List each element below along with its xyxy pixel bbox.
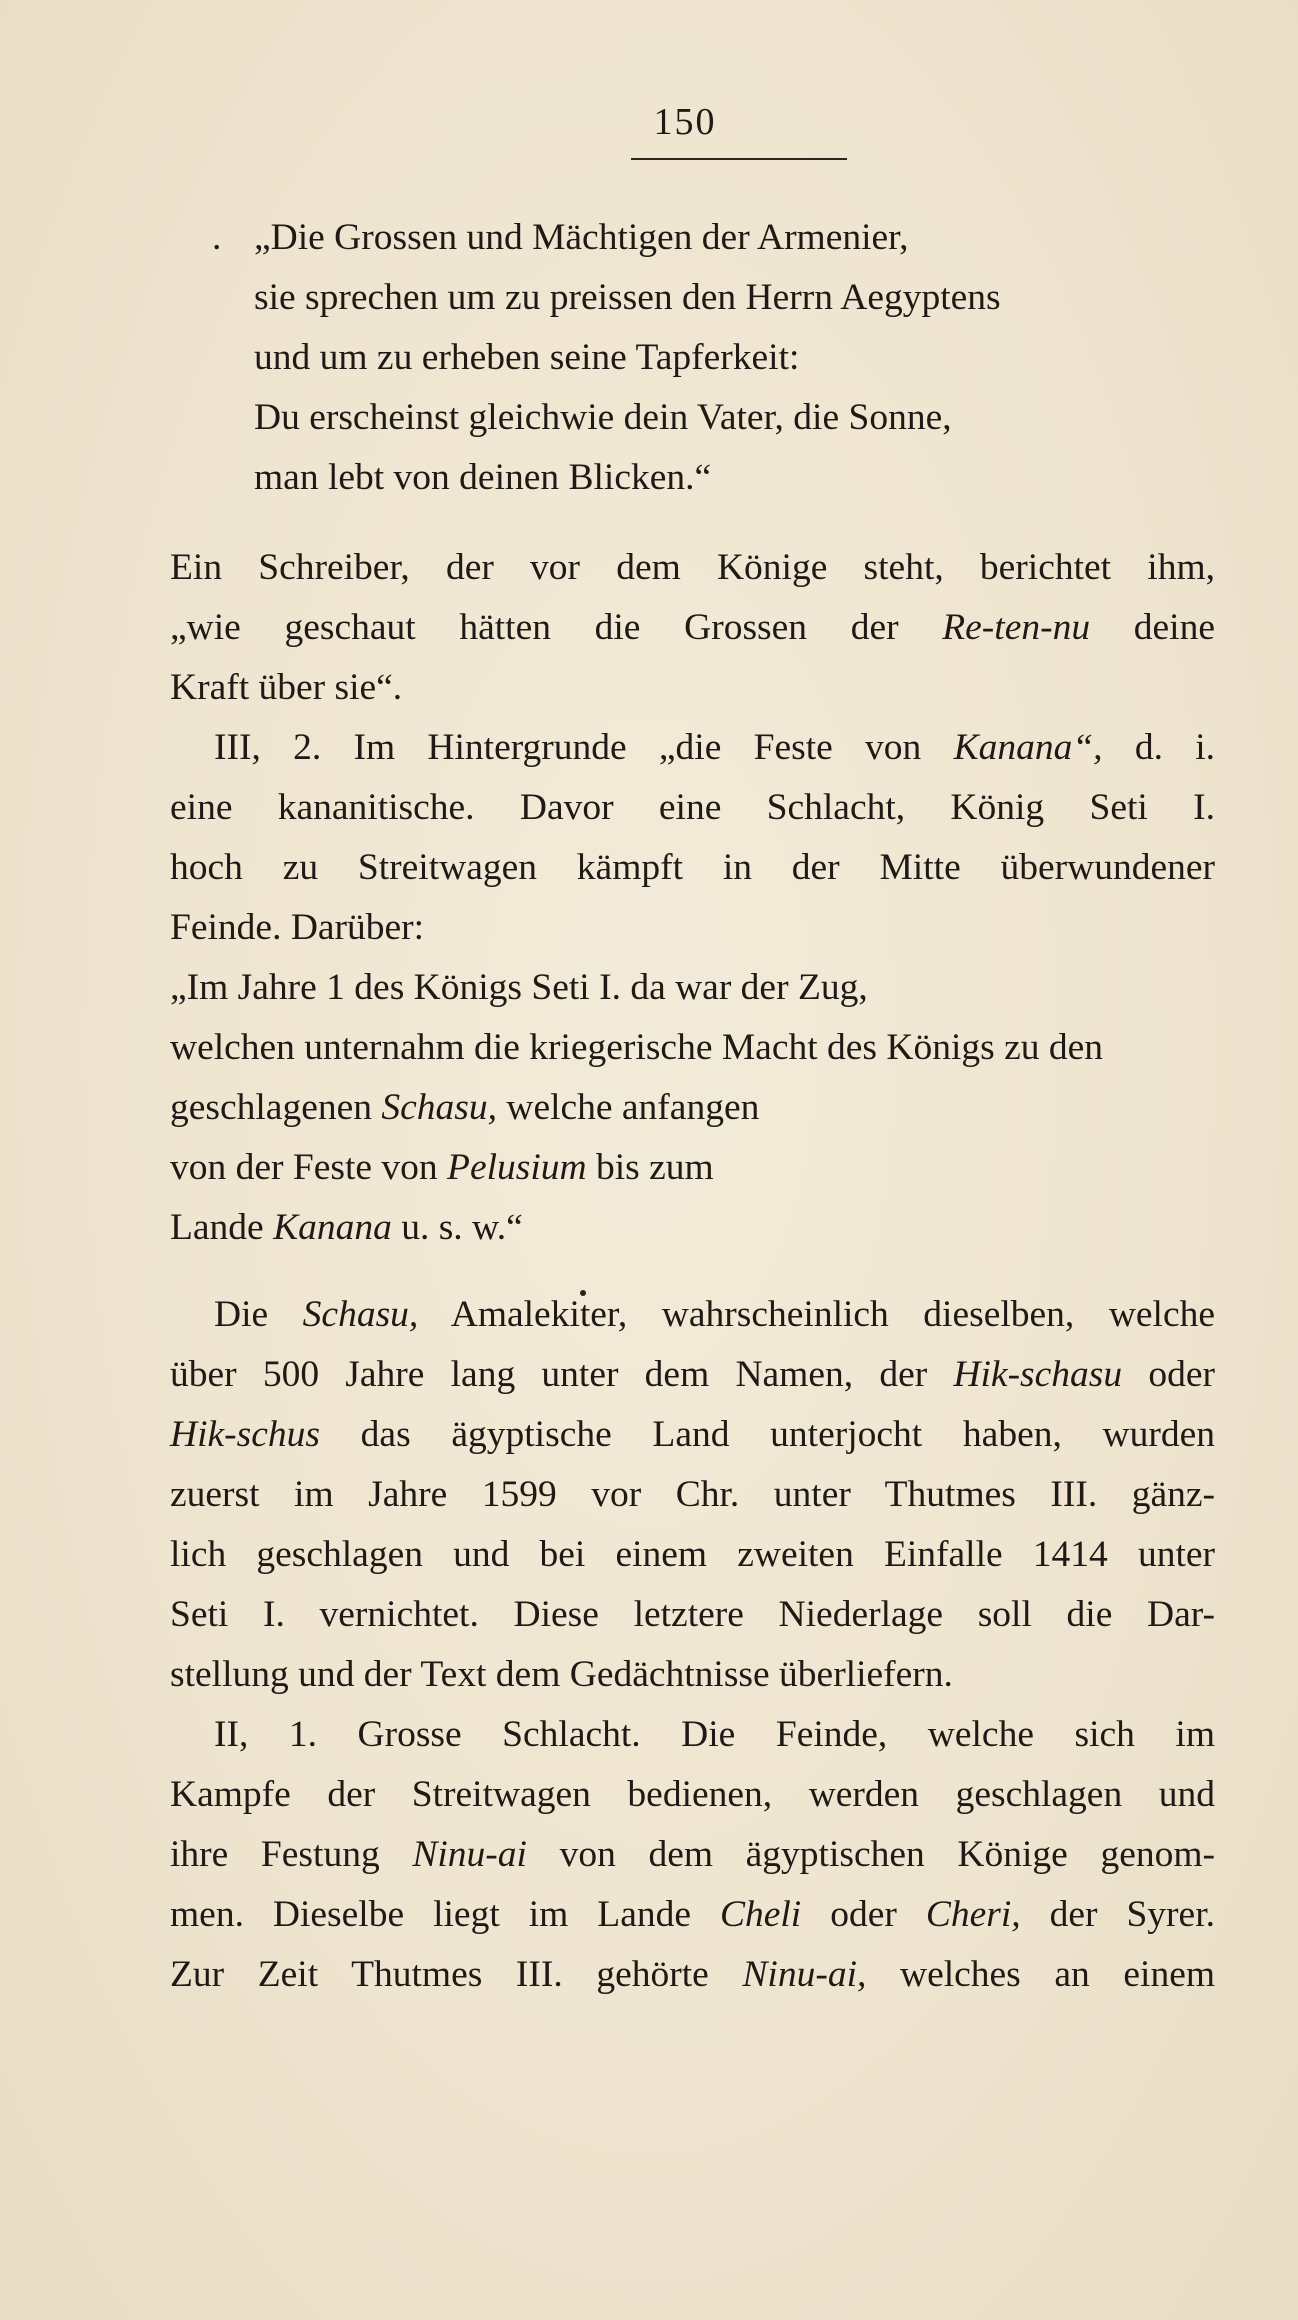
text-line: eine kananitische. Davor eine Schlacht, König Seti I. <box>170 787 1215 828</box>
quote-year-one <box>170 958 1215 1258</box>
paragraph-kanana <box>170 718 1215 958</box>
verse-line: und um zu erheben seine Tapferkeit: <box>254 337 800 378</box>
text-line: Ein Schreiber, der vor dem Könige steht, berichtet ihm, <box>170 547 1215 588</box>
text-line: Feinde. Darüber: <box>170 907 425 948</box>
text-line: Hik-schus das ägyptische Land unterjocht haben, wurden <box>170 1414 1215 1455</box>
verse-quote-armenians <box>254 208 1204 508</box>
text-line: II, 1. Grosse Schlacht. Die Feinde, welche sich im <box>214 1714 1215 1755</box>
text-line: Die Schasu, Amalekiter, wahrscheinlich dieselben, welche <box>214 1294 1215 1335</box>
text-line: lich geschlagen und bei einem zweiten Einfalle 1414 unter <box>170 1534 1215 1575</box>
verse-marker: . <box>212 217 222 258</box>
text-line: „Im Jahre 1 des Königs Seti I. da war der Zug, <box>170 967 868 1008</box>
text-line: ihre Festung Ninu-ai von dem ägyptischen Könige genom- <box>170 1834 1215 1875</box>
text-line: geschlagenen Schasu, welche anfangen <box>170 1087 760 1128</box>
paragraph-scribe <box>170 538 1215 718</box>
text-line: von der Feste von Pelusium bis zum <box>170 1147 714 1188</box>
text-line: Kraft über sie“. <box>170 667 403 708</box>
text-line: Seti I. vernichtet. Diese letztere Niederlage soll die Dar- <box>170 1594 1215 1635</box>
text-line: Zur Zeit Thutmes III. gehörte Ninu-ai, welches an einem <box>170 1954 1216 1995</box>
verse-line: „Die Grossen und Mächtigen der Armenier, <box>254 217 909 258</box>
verse-line: Du erscheinst gleichwie dein Vater, die Sonne, <box>254 397 952 438</box>
page-number: 150 <box>653 101 717 143</box>
text-line: zuerst im Jahre 1599 vor Chr. unter Thutmes III. gänz- <box>170 1474 1215 1515</box>
verse-line: sie sprechen um zu preissen den Herrn Aegyptens <box>254 277 1001 318</box>
text-line: men. Dieselbe liegt im Lande Cheli oder Cheri, der Syrer. <box>170 1894 1215 1935</box>
paragraph-schasu <box>170 1285 1215 1705</box>
text-line: Kampfe der Streitwagen bedienen, werden geschlagen und <box>170 1774 1215 1815</box>
text-line: III, 2. Im Hintergrunde „die Feste von Kanana“, d. i. <box>214 727 1215 768</box>
header-rule <box>631 158 847 160</box>
text-line: über 500 Jahre lang unter dem Namen, der Hik-schasu oder <box>170 1354 1215 1395</box>
text-line: „wie geschaut hätten die Grossen der Re-ten-nu deine <box>170 607 1215 648</box>
paragraph-great-battle <box>170 1705 1215 2005</box>
text-line: hoch zu Streitwagen kämpft in der Mitte überwundener <box>170 847 1215 888</box>
verse-line: man lebt von deinen Blicken.“ <box>254 457 712 498</box>
text-line: Lande Kanana u. s. w.“ <box>170 1207 523 1248</box>
text-line: welchen unternahm die kriegerische Macht des Königs zu den <box>170 1027 1104 1068</box>
text-line: stellung und der Text dem Gedächtnisse überliefern. <box>170 1654 953 1695</box>
